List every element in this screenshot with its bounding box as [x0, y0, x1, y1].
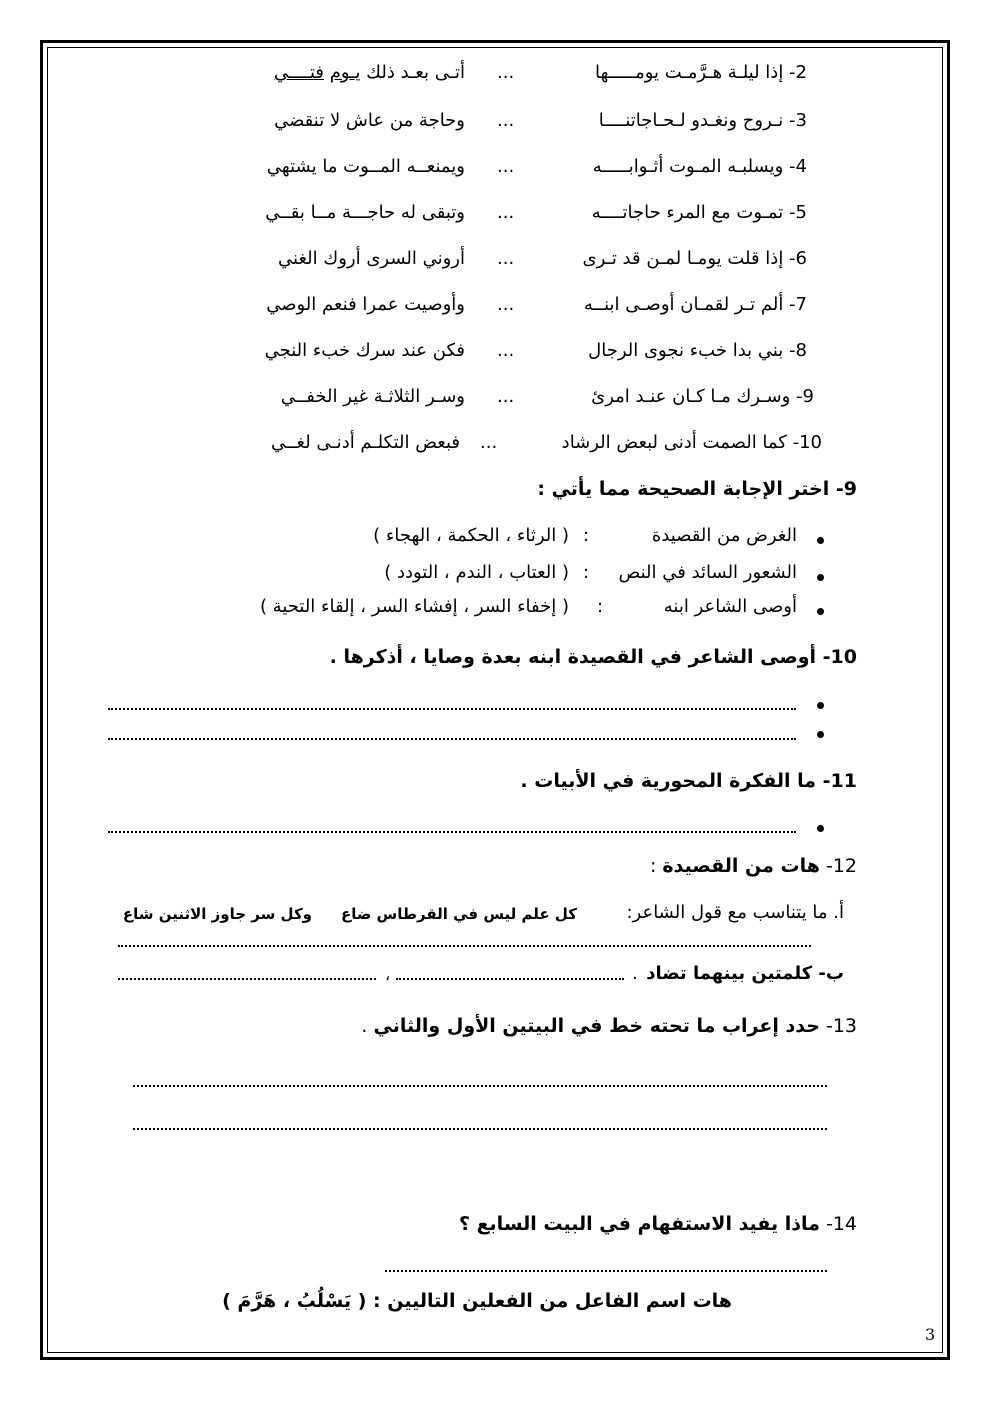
q12-a-quote-first: كل علم ليس في القرطاس ضاع: [340, 905, 577, 923]
verse-first-half: 5- تمـوت مع المرء حاجاتــــه: [591, 202, 807, 223]
page-number: 3: [925, 1325, 936, 1344]
question-text: ماذا يفيد الاستفهام في البيت السابع ؟: [458, 1213, 820, 1235]
q9-item-separator: :: [583, 562, 590, 583]
question-number: 13-: [825, 1015, 857, 1037]
q9-item-options: ( العتاب ، الندم ، التودد ): [384, 562, 569, 583]
verse-first-half: 9- وسـرك مـا كـان عنـد امرئ: [591, 386, 814, 407]
bullet-icon: [817, 731, 824, 738]
q12-a-quote-second: وكل سر جاوز الاثنين شاع: [122, 905, 312, 923]
answer-line[interactable]: [108, 831, 796, 833]
q9-item-label: الشعور السائد في النص: [618, 562, 797, 583]
verse-second-half: وحاجة من عاش لا تنقضي: [274, 110, 465, 131]
verse-separator: ...: [497, 62, 515, 83]
verse-separator: ...: [497, 386, 515, 407]
verse-second-half: ويمنعــه المــوت ما يشتهي: [266, 156, 465, 177]
q9-item-separator: :: [583, 525, 590, 546]
verse-first-half: 2- إذا ليلـة هـرَّمـت يومـــــها: [594, 62, 807, 83]
verse-second-half: أروني السرى أروك الغني: [278, 248, 465, 269]
underlined-word: يـوم: [329, 62, 361, 83]
q9-item-options: ( الرثاء ، الحكمة ، الهجاء ): [373, 525, 569, 546]
verse-separator: ...: [497, 110, 515, 131]
page-border-inner: [47, 47, 943, 1353]
verse-second-half: [274, 62, 465, 83]
q12-a-label: أ. ما يتناسب مع قول الشاعر:: [626, 902, 844, 923]
answer-line[interactable]: [133, 1085, 827, 1087]
answer-line[interactable]: [396, 978, 624, 980]
underlined-word: فتــــي: [273, 62, 324, 83]
question-10-title: 10- أوصى الشاعر في القصيدة ابنه بعدة وصايا ، أذكرها .: [329, 646, 857, 668]
q9-item-options: ( إخفاء السر ، إفشاء السر ، إلقاء التحية ): [259, 596, 569, 617]
bullet-icon: [817, 574, 824, 581]
question-text: حدد إعراب ما تحته خط في البيتين الأول والثاني: [373, 1015, 820, 1037]
question-9-title: 9- اختر الإجابة الصحيحة مما يأتي :: [537, 478, 857, 500]
question-13-title: [361, 1015, 857, 1037]
verse-separator: ...: [497, 156, 515, 177]
question-14-title: [459, 1213, 857, 1235]
verse-second-half: فكن عند سرك خبء النجي: [264, 340, 465, 361]
question-number: 14-: [825, 1213, 857, 1235]
verse-second-half: وأوصيت عمرا فنعم الوصي: [266, 294, 465, 315]
bullet-icon: [817, 825, 824, 832]
question-colon: :: [649, 855, 657, 877]
question-12-title: [650, 855, 857, 877]
bullet-icon: [817, 537, 824, 544]
verse-second-half: فبعض التكلـم أدنـى لغــي: [270, 432, 460, 453]
verse-first-half: 3- نـروح ونغـدو لـحـاجاتنــــا: [598, 110, 807, 131]
question-11-title: 11- ما الفكرة المحورية في الأبيات .: [520, 770, 857, 792]
verse-separator: ...: [497, 248, 515, 269]
verse-first-half: 6- إذا قلت يومـا لمـن قد تـرى: [582, 248, 807, 269]
bullet-icon: [817, 608, 824, 615]
q12-b-label: ب- كلمتين بينهما تضاد: [646, 963, 844, 984]
question-number: 12-: [825, 855, 857, 877]
verse-second-half: وتبقى له حاجـــة مــا بقــي: [265, 202, 465, 223]
verse-first-half: 8- بني بدا خبء نجوى الرجال: [588, 340, 807, 361]
question-15-title: هات اسم الفاعل من الفعلين التاليين : ( يَسْلُبُ ، هَرَّمَ ): [222, 1290, 732, 1312]
verse-separator: ...: [497, 294, 515, 315]
question-end: .: [361, 1015, 368, 1037]
answer-line[interactable]: [108, 708, 796, 710]
q9-item-label: الغرض من القصيدة: [651, 525, 797, 546]
verse-separator: ...: [480, 432, 498, 453]
verse-first-half: 4- ويسلبـه المـوت أثـوابـــــه: [592, 156, 807, 177]
verse-first-half: 10- كما الصمت أدنى لبعض الرشاد: [561, 432, 822, 453]
answer-line[interactable]: [118, 945, 811, 947]
answer-line[interactable]: [108, 738, 796, 740]
answer-line[interactable]: [133, 1128, 827, 1130]
q9-item-separator: :: [597, 596, 604, 617]
verse-text: أتـى بعـد ذلك: [360, 62, 465, 83]
q12-b-dot: .: [632, 963, 638, 984]
q12-b-comma: ،: [385, 965, 391, 984]
verse-separator: ...: [497, 340, 515, 361]
question-text: هات من القصيدة: [662, 855, 820, 877]
verse-separator: ...: [497, 202, 515, 223]
q9-item-label: أوصى الشاعر ابنه: [663, 596, 797, 617]
verse-first-half: 7- ألم تـر لقمـان أوصـى ابنــه: [583, 294, 807, 315]
answer-line[interactable]: [118, 978, 376, 980]
answer-line[interactable]: [385, 1270, 827, 1272]
verse-second-half: وسـر الثلاثـة غير الخفــي: [280, 386, 465, 407]
bullet-icon: [817, 702, 824, 709]
